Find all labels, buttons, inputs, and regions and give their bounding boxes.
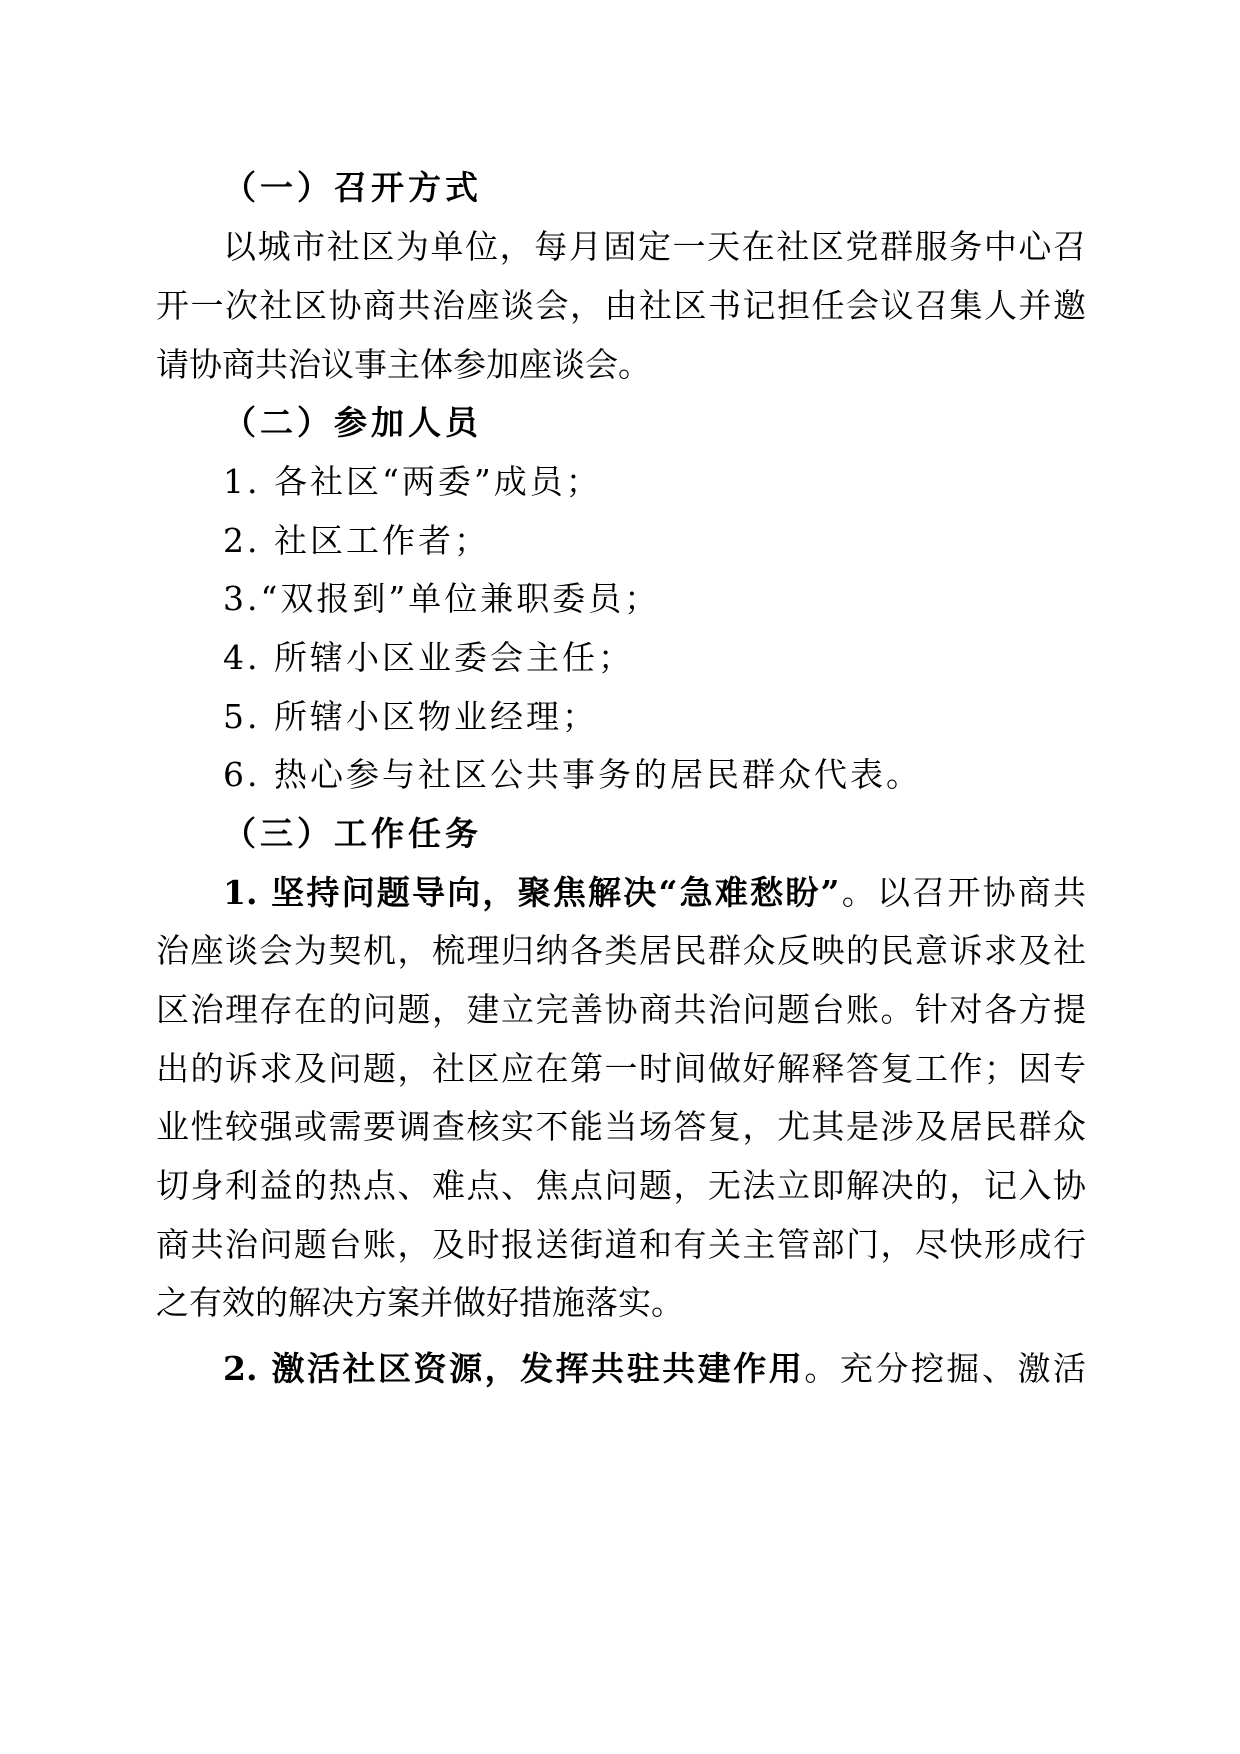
paragraph-line: 出的诉求及问题，社区应在第一时间做好解释答复工作；因专: [156, 1049, 1086, 1088]
paragraph-line: 治座谈会为契机，梳理归纳各类居民群众反映的民意诉求及社: [156, 931, 1086, 970]
paragraph-line: 开一次社区协商共治座谈会，由社区书记担任会议召集人并邀: [156, 286, 1086, 325]
task-1-rest: 。以召开协商共: [839, 873, 1087, 912]
paragraph-line: 区治理存在的问题，建立完善协商共治问题台账。针对各方提: [156, 990, 1086, 1029]
section-heading-1: （一）召开方式: [223, 168, 482, 207]
section-heading-3: （三）工作任务: [223, 814, 482, 853]
paragraph-line: 切身利益的热点、难点、焦点问题，无法立即解决的，记入协: [156, 1166, 1086, 1205]
paragraph-line: 请协商共治议事主体参加座谈会。: [156, 345, 651, 384]
task-1-lead: 1. 坚持问题导向，聚焦解决“急难愁盼”: [223, 873, 840, 912]
list-item: 2. 社区工作者；: [223, 521, 490, 560]
paragraph-line: 商共治问题台账，及时报送街道和有关主管部门，尽快形成行: [156, 1225, 1086, 1264]
paragraph-line: 之有效的解决方案并做好措施落实。: [156, 1283, 684, 1322]
list-item: 4. 所辖小区业委会主任；: [223, 638, 634, 677]
task-2-lead: 2. 激活社区资源，发挥共驻共建作用: [223, 1349, 805, 1388]
paragraph-line: 业性较强或需要调查核实不能当场答复，尤其是涉及居民群众: [156, 1107, 1086, 1146]
paragraph-line: 以城市社区为单位，每月固定一天在社区党群服务中心召: [223, 227, 1086, 266]
list-item: 3.“双报到”单位兼职委员；: [223, 579, 661, 618]
task-2-rest: 。充分挖掘、激活: [804, 1349, 1086, 1388]
task-1-first-line: [223, 860, 1086, 926]
list-item: 6. 热心参与社区公共事务的居民群众代表。: [223, 755, 922, 794]
list-item: 5. 所辖小区物业经理；: [223, 697, 598, 736]
list-item: 1. 各社区“两委”成员；: [223, 462, 602, 501]
task-2-first-line: [223, 1336, 1086, 1402]
section-heading-2: （二）参加人员: [223, 403, 482, 442]
